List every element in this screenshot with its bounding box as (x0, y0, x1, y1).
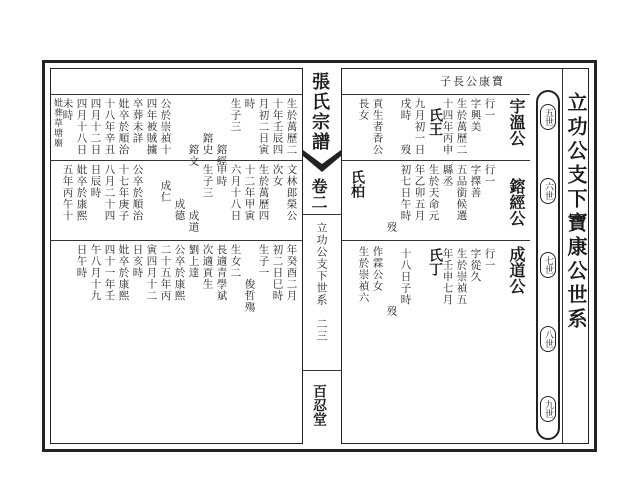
row-rule-2-right (342, 240, 530, 241)
left-col-11: 卒葬未詳 (131, 98, 144, 144)
left-col-24: 生子三 (201, 164, 214, 199)
left-col-22: 六月十八日 (229, 164, 242, 222)
left-col-9: 公於崇禎十 (159, 98, 172, 156)
right-col-1: 行一 (483, 98, 496, 121)
left-col-42: 公卒於康熙 (173, 244, 186, 302)
left-col-1: 生於萬歷二 (285, 98, 298, 156)
left-col-5: 生子三 (229, 98, 242, 133)
right-col-2: 字興美 (469, 98, 482, 133)
right-col-11: 五品銜候選 (455, 164, 468, 222)
gen-pill-8: 八世 (540, 326, 556, 352)
left-col-41: 劉上達 (187, 244, 200, 279)
left-col-8: 鎔文 (187, 98, 200, 167)
right-col-7: 貢生者香公 (371, 98, 384, 156)
right-col-5: 九月初一日 (413, 98, 426, 156)
left-col-23: 申時 (215, 164, 228, 187)
left-col-12: 妣卒於順治 (117, 98, 130, 156)
right-col-3: 生於萬歷二 (455, 98, 468, 156)
left-col-39: 長適青學斌 (215, 244, 228, 302)
left-col-13: 十八年辛丑 (103, 98, 116, 156)
top-label: 子長公康寶 (440, 75, 505, 88)
right-col-15: 初七日午時 (399, 164, 412, 222)
right-col-4: 十四年丙申 (441, 98, 454, 156)
right-col-10: 字擇善 (469, 164, 482, 199)
left-col-30: 八月二十四 (103, 164, 116, 222)
gen-pill-9: 九世 (540, 396, 556, 422)
center-rule (302, 214, 342, 215)
left-col-34: 年癸酉二月 (285, 244, 298, 302)
left-col-46: 妣卒於康熙 (117, 244, 130, 302)
left-col-43: 二十五年丙 (159, 244, 172, 302)
gen-pill-6: 六世 (540, 178, 556, 204)
left-col-2: 十年壬辰四 (271, 98, 284, 156)
left-col-17: 妣葬草塘廟 (52, 98, 62, 148)
left-col-4: 時 (243, 98, 256, 110)
wife-ding: 氏丁 (427, 248, 443, 276)
left-col-19: 次女 (271, 164, 284, 187)
left-top-rule (50, 94, 302, 95)
row-rule-1 (50, 160, 302, 161)
left-col-27: 成仁 (159, 180, 172, 203)
left-col-10: 四年被賊擄 (145, 98, 158, 156)
left-col-37: 俊哲殤 (243, 244, 256, 313)
right-col-21: 生於崇禎五 (455, 248, 468, 306)
left-col-15: 四月十八日 (75, 98, 88, 156)
left-col-28: 公卒於順治 (131, 164, 144, 222)
left-col-36: 生子一 (257, 244, 270, 279)
book-title: 張氏宗譜 (309, 72, 330, 152)
left-col-6: 鎔經 (215, 98, 228, 167)
left-col-3: 月初二日寅 (257, 98, 270, 156)
left-col-48: 午八月十九 (89, 244, 102, 302)
left-col-45: 日亥時 (131, 244, 144, 279)
book-volume: 卷二 (309, 178, 328, 210)
left-col-18: 文林郎榮公 (285, 164, 298, 222)
left-col-38: 生女二 (229, 244, 242, 279)
left-col-26: 成德 (173, 164, 186, 222)
gen7-name: 成道公 (507, 246, 526, 294)
left-col-25: 成道 (187, 164, 200, 233)
right-col-23: 十八日子時 (399, 248, 412, 306)
right-col-22: 年壬申七月 (441, 248, 454, 306)
left-col-31: 日辰時 (89, 164, 102, 199)
right-col-9: 行一 (483, 164, 496, 187)
left-col-47: 四十一年壬 (103, 244, 116, 302)
left-col-44: 寅四月十二 (145, 244, 158, 302)
right-col-20: 字從久 (469, 248, 482, 283)
right-col-16: 歿 (385, 164, 398, 233)
right-col-13: 生於天命元 (427, 164, 440, 222)
book-section: 立功公支下世系 (315, 222, 328, 306)
wife-wang: 氏王 (427, 108, 443, 136)
page-number: 二三 (315, 318, 328, 342)
left-col-7: 鎔史 (201, 98, 214, 156)
left-col-32: 妣卒於康熙 (75, 164, 88, 222)
right-col-8: 長女 (357, 98, 370, 121)
row-rule-1-right (342, 160, 530, 161)
fish-tail-ornament-icon (303, 150, 341, 174)
header-rule (342, 94, 530, 95)
center-rule-2 (302, 370, 342, 371)
title-divider (562, 68, 563, 444)
left-col-49: 日午時 (75, 244, 88, 279)
left-col-35: 初二日巳時 (271, 244, 284, 302)
gen6-name: 鎔經公 (507, 178, 526, 226)
right-col-18: 生於崇禎六 (357, 246, 370, 304)
right-col-24: 歿 (385, 248, 398, 317)
hall-name: 百忍堂 (311, 384, 327, 426)
left-col-40: 次適貢生 (201, 244, 214, 290)
right-col-12: 縣丞 (441, 164, 454, 187)
gen-pill-7: 七世 (540, 252, 556, 278)
gen5-name: 宇溫公 (507, 98, 526, 146)
right-col-6: 戌時 歿 (399, 98, 412, 156)
wife-bai: 氏柏 (349, 170, 365, 198)
gen-pill-5: 五世 (540, 104, 556, 130)
left-col-33: 五年丙午十 (61, 164, 74, 222)
left-col-21: 十二年甲寅 (243, 164, 256, 222)
right-col-19: 行一 (483, 248, 496, 271)
left-col-16: 未時 (61, 98, 74, 121)
main-title: 立功公支下寶康公世系 (564, 92, 588, 332)
right-col-14: 年乙卯五月 (413, 164, 426, 222)
right-col-17: 作霖公女 (371, 246, 384, 292)
row-rule-2 (50, 240, 302, 241)
left-col-29: 十七年庚子 (117, 164, 130, 222)
left-col-20: 生於萬歷四 (257, 164, 270, 222)
left-col-14: 四月十二日 (89, 98, 102, 156)
